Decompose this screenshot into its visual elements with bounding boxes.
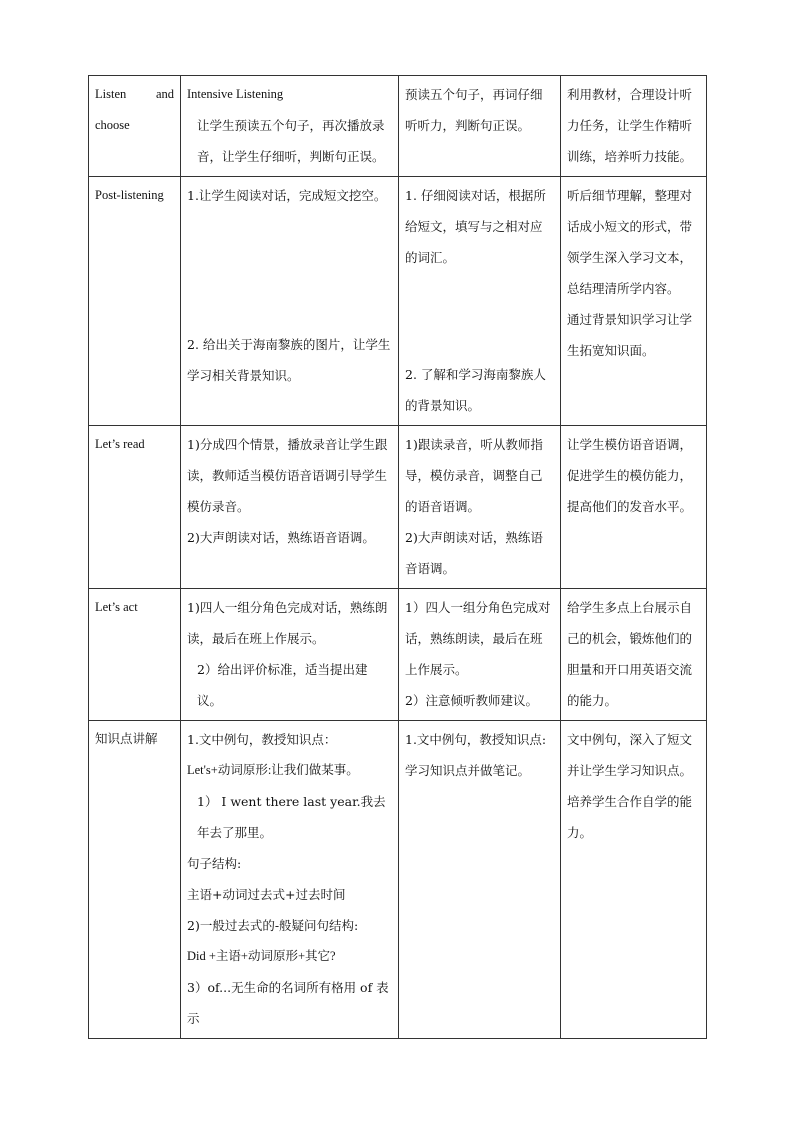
- student-activity-cell: [399, 721, 561, 1039]
- activity-text: 2)大声朗读对话，熟练语音语调。: [187, 530, 375, 545]
- student-text: 1）四人一组分角色完成对话，熟练朗读，最后在班上作展示。: [405, 600, 551, 677]
- purpose-text: 通过背景知识学习让学生拓宽知识面。: [567, 312, 693, 358]
- purpose-cell: [561, 721, 707, 1039]
- purpose-text: 利用教材，合理设计听力任务，让学生作精听训练，培养听力技能。: [567, 87, 693, 164]
- activity-text: Intensive Listening: [187, 87, 284, 101]
- teacher-activity-cell: [181, 721, 399, 1039]
- activity-text: 句子结构:: [187, 856, 242, 871]
- stage-cell: [89, 426, 181, 589]
- activity-text: 让学生预读五个句子，再次播放录音，让学生仔细听，判断句正误。: [197, 118, 385, 164]
- activity-text: 2）给出评价标准，适当提出建议。: [197, 662, 368, 708]
- stage-label: Post-listening: [95, 188, 164, 202]
- table-row: [89, 177, 707, 426]
- stage-label: 知识点讲解: [95, 732, 158, 746]
- stage-label: Let’s read: [95, 437, 145, 451]
- stage-cell: [89, 721, 181, 1039]
- purpose-text: 给学生多点上台展示自己的机会，锻炼他们的胆量和开口用英语交流的能力。: [567, 600, 693, 708]
- purpose-cell: [561, 426, 707, 589]
- purpose-text: 文中例句，深入了短文并让学生学习知识点。培养学生合作自学的能力。: [567, 732, 693, 840]
- student-text: 2）注意倾听教师建议。: [405, 693, 538, 708]
- student-activity-cell: [399, 177, 561, 426]
- stage-label: and: [155, 87, 174, 101]
- activity-text: Let's+动词原形:让我们做某事。: [187, 763, 359, 777]
- student-text: 1.文中例句，教授知识点:学习知识点并做笔记。: [405, 732, 547, 778]
- activity-text: 1） I went there last year.我去年去了那里。: [197, 794, 386, 840]
- activity-text: 2. 给出关于海南黎族的图片，让学生学习相关背景知识。: [187, 337, 391, 383]
- activity-text: 3）of...无生命的名词所有格用 of 表示: [187, 980, 389, 1026]
- teacher-activity-cell: [181, 426, 399, 589]
- student-text: 1)跟读录音，听从教师指导，模仿录音，调整自己的语音语调。: [405, 437, 543, 514]
- table-row: [89, 589, 707, 721]
- purpose-cell: [561, 76, 707, 177]
- student-text: 2)大声朗读对话，熟练语音语调。: [405, 530, 543, 576]
- activity-text: 1.让学生阅读对话，完成短文挖空。: [187, 188, 387, 203]
- purpose-text: 让学生模仿语音语调，促进学生的模仿能力，提高他们的发音水平。: [567, 437, 693, 514]
- activity-text: 主语+动词过去式+过去时间: [187, 887, 346, 902]
- purpose-cell: [561, 589, 707, 721]
- teacher-activity-cell: [181, 76, 399, 177]
- student-text: 预读五个句子，再词仔细听听力，判断句正误。: [405, 87, 543, 133]
- student-activity-cell: [399, 426, 561, 589]
- teacher-activity-cell: [181, 589, 399, 721]
- stage-cell: [89, 177, 181, 426]
- stage-cell: [89, 589, 181, 721]
- table-row: [89, 721, 707, 1039]
- activity-text: 1)分成四个情景，播放录音让学生跟读，教师适当模仿语音语调引导学生模仿录音。: [187, 437, 388, 514]
- purpose-cell: [561, 177, 707, 426]
- activity-text: 1.文中例句，教授知识点：: [187, 732, 337, 747]
- activity-text: 1)四人一组分角色完成对话，熟练朗读，最后在班上作展示。: [187, 600, 388, 646]
- student-text: 2. 了解和学习海南黎族人的背景知识。: [405, 367, 546, 413]
- stage-cell: [89, 76, 181, 177]
- activity-text: Did +主语+动词原形+其它?: [187, 949, 336, 963]
- activity-text: 2)一般过去式的-般疑问句结构:: [187, 918, 359, 933]
- teacher-activity-cell: [181, 177, 399, 426]
- stage-label: Listen: [95, 87, 127, 101]
- student-text: 1. 仔细阅读对话，根据所给短文，填写与之相对应的词汇。: [405, 188, 546, 265]
- table-row: [89, 76, 707, 177]
- lesson-plan-table: [88, 75, 707, 1039]
- student-activity-cell: [399, 76, 561, 177]
- stage-label: Let’s act: [95, 600, 138, 614]
- table-row: [89, 426, 707, 589]
- stage-label: choose: [95, 118, 130, 132]
- purpose-text: 听后细节理解，整理对话成小短文的形式，带领学生深入学习文本，总结理清所学内容。: [567, 188, 693, 296]
- student-activity-cell: [399, 589, 561, 721]
